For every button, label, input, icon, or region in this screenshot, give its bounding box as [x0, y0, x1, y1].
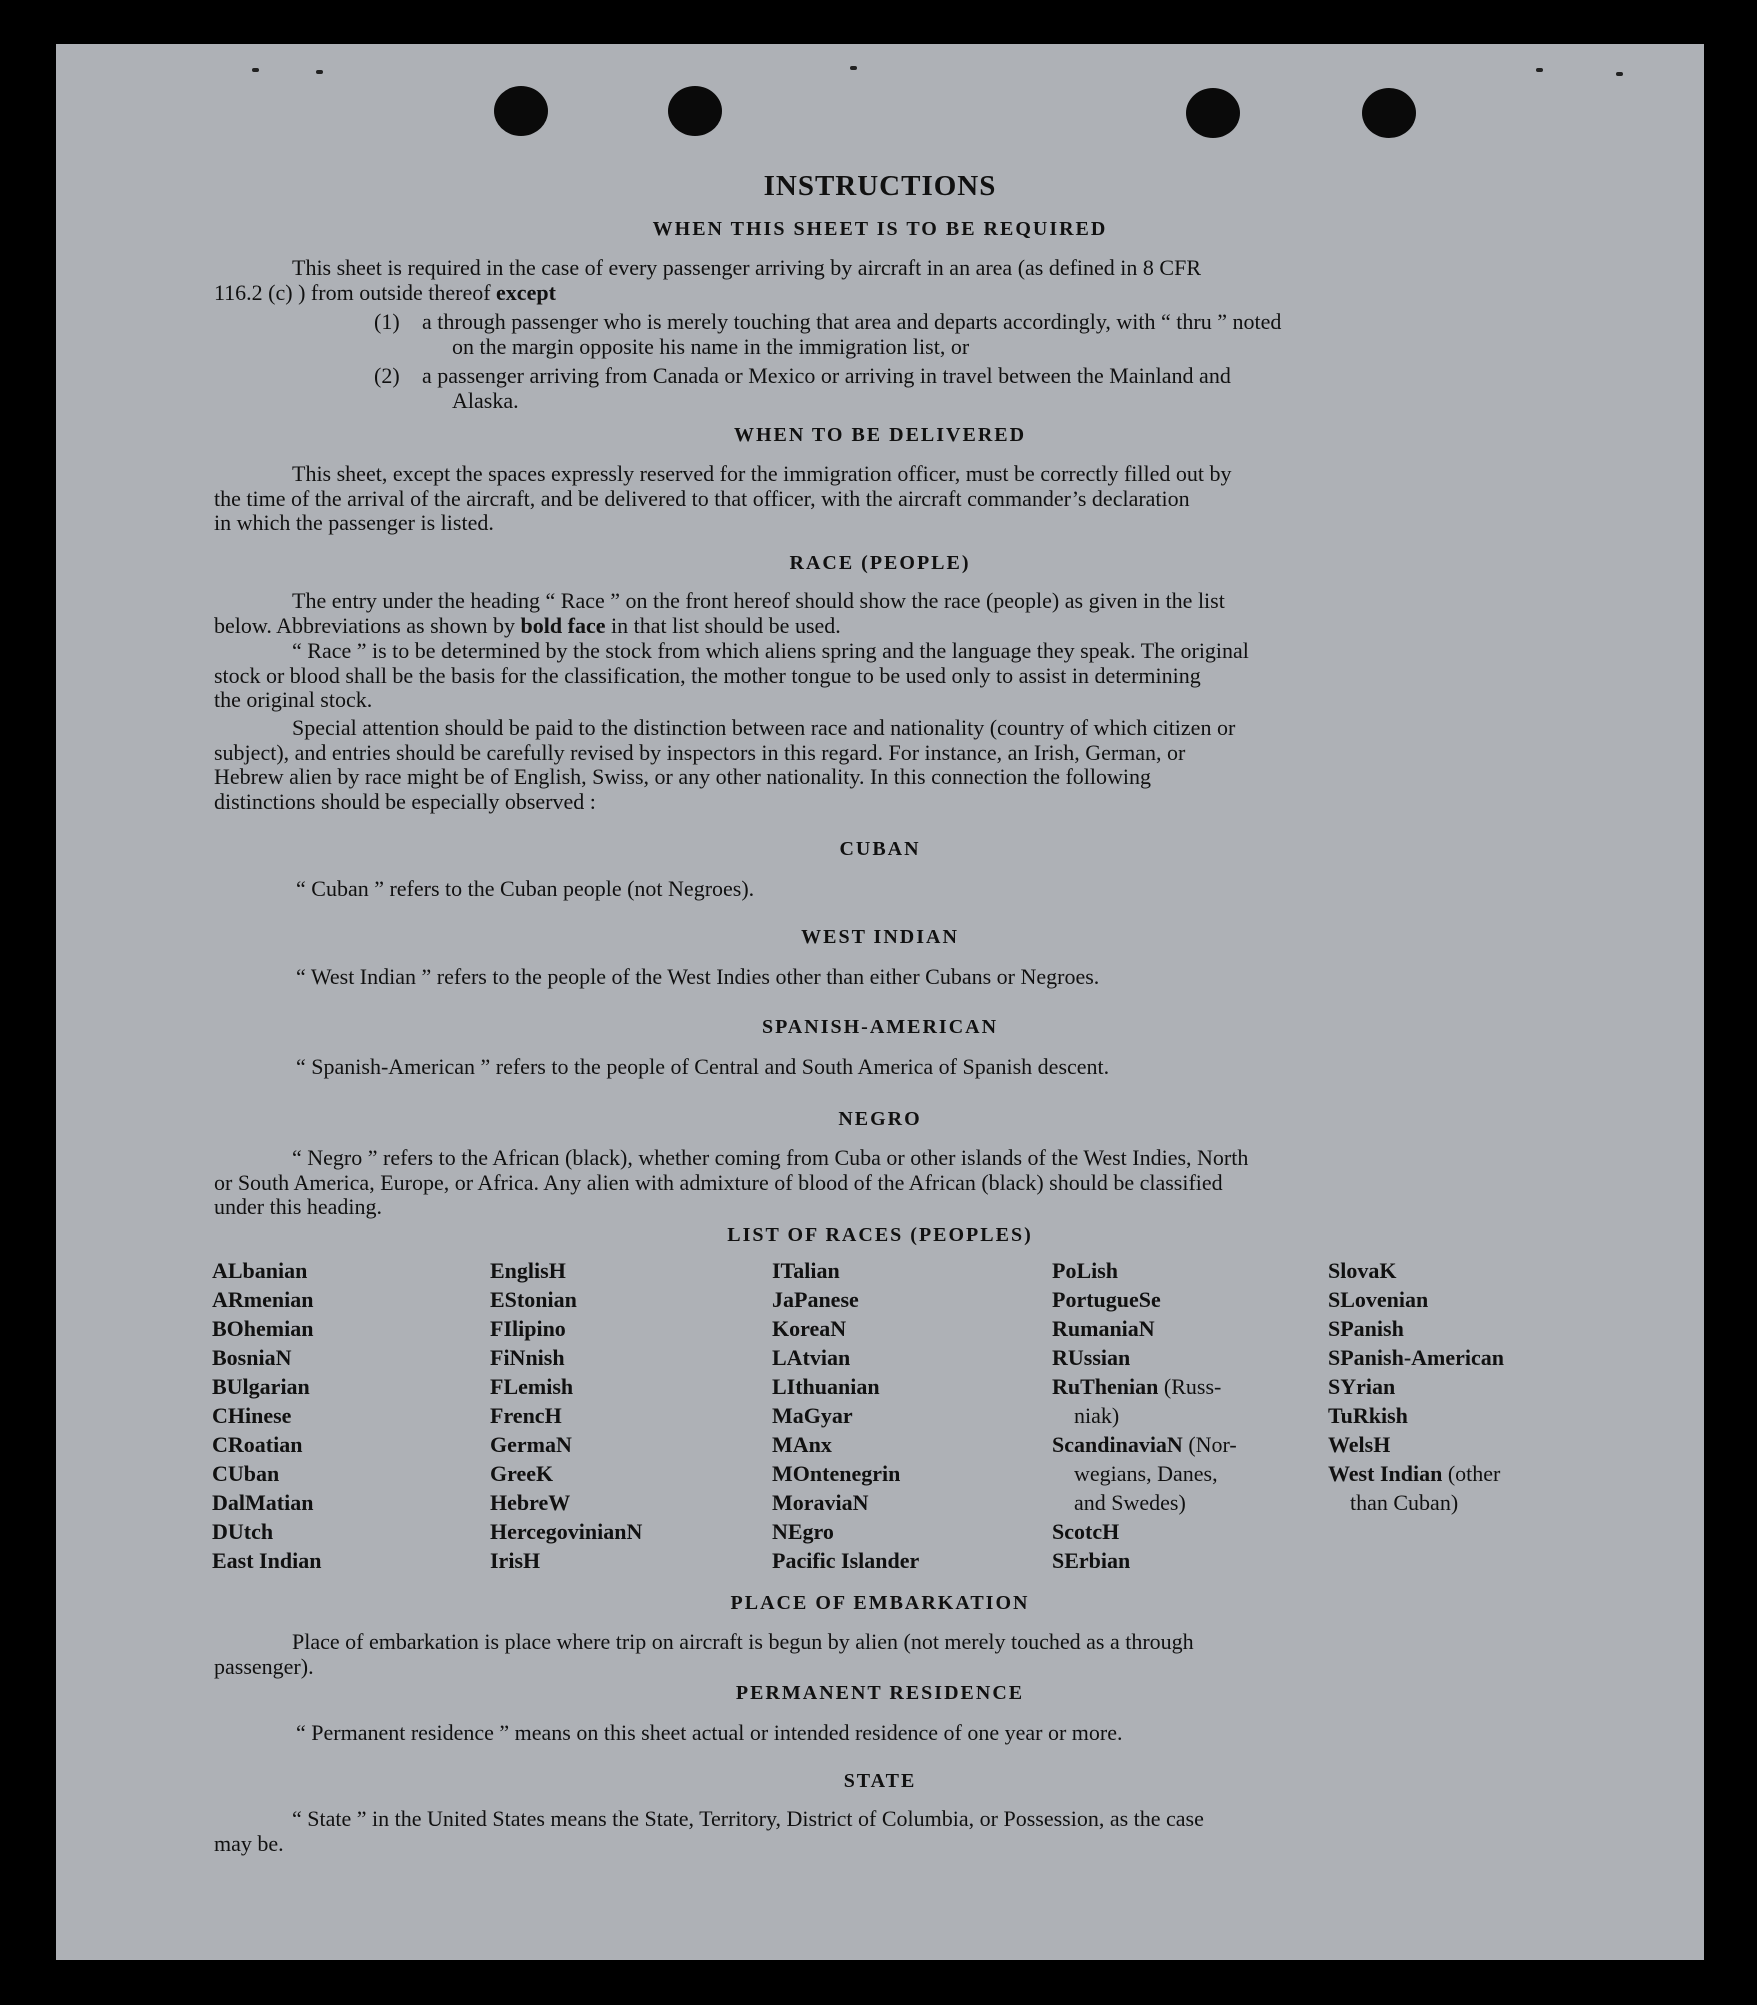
- race-entry: DUtch: [212, 1519, 274, 1544]
- race-entry: SPanish: [1328, 1316, 1404, 1341]
- punch-hole: [668, 86, 722, 136]
- race-entry: KoreaN: [772, 1316, 847, 1341]
- race-entry: FiNnish: [490, 1345, 565, 1370]
- race-entry: BosniaN: [212, 1345, 292, 1370]
- delivered-text: This sheet, except the spaces expressly reserved for the immigration officer, must be correctly filled out by the time of the arrival of the aircraft, and be delivered to that officer, with the aircraft commander’s declaration in which the passenger is listed.: [214, 461, 1232, 535]
- race-entry: HercegovinianN: [490, 1519, 643, 1544]
- races-column-2: [490, 1256, 642, 1575]
- race-entry: RumaniaN: [1052, 1316, 1155, 1341]
- race-entry: PoLish: [1052, 1258, 1119, 1283]
- section-heading-spanish-american: SPANISH-AMERICAN: [761, 1016, 999, 1038]
- exception-item-1: (1) a through passenger who is merely touching that area and departs accordingly, with “ thru ” noted on the margin opposite his name in the immigration list, or: [374, 309, 1282, 359]
- race-entry: GreeK: [490, 1461, 554, 1486]
- race-entry: East Indian: [212, 1548, 322, 1573]
- punch-hole: [494, 86, 548, 136]
- race-entry-continued: wegians, Danes,: [1074, 1461, 1218, 1486]
- section-heading-race: RACE (PEOPLE): [789, 552, 971, 574]
- section-heading-negro: NEGRO: [838, 1108, 922, 1130]
- ink-mark: [1616, 72, 1623, 76]
- embarkation-text: Place of embarkation is place where trip on aircraft is begun by alien (not merely touched as a through passenger).: [214, 1629, 1194, 1679]
- race-entry: IrisH: [490, 1548, 541, 1573]
- exception-item-2: (2) a passenger arriving from Canada or Mexico or arriving in travel between the Mainland and Alaska.: [374, 363, 1231, 413]
- race-entry: EnglisH: [490, 1258, 566, 1283]
- race-entry: EStonian: [490, 1287, 577, 1312]
- race-entry: TuRkish: [1328, 1403, 1408, 1428]
- race-entry: MaGyar: [772, 1403, 853, 1428]
- race-paragraph-1: The entry under the heading “ Race ” on the front hereof should show the race (people) as given in the list below. Abbreviations as shown by bold face in that list should be used.: [214, 588, 1225, 638]
- race-entry: WelsH: [1328, 1432, 1391, 1457]
- page-title: INSTRUCTIONS: [763, 170, 997, 202]
- races-column-4: [1052, 1256, 1237, 1575]
- ink-mark: [316, 70, 323, 74]
- residence-text: “ Permanent residence ” means on this sheet actual or intended residence of one year or more.: [296, 1720, 1123, 1745]
- west-indian-text: “ West Indian ” refers to the people of the West Indies other than either Cubans or Negroes.: [296, 964, 1100, 989]
- race-entry: MAnx: [772, 1432, 832, 1457]
- section-heading-embarkation: PLACE OF EMBARKATION: [730, 1592, 1030, 1614]
- races-column-1: [212, 1256, 321, 1575]
- ink-mark: [252, 68, 259, 72]
- section-heading-list-of-races: LIST OF RACES (PEOPLES): [727, 1224, 1033, 1246]
- section-heading-required: WHEN THIS SHEET IS TO BE REQUIRED: [652, 218, 1108, 240]
- races-column-3: [772, 1256, 919, 1575]
- race-entry-continued: than Cuban): [1350, 1490, 1459, 1515]
- race-entry: BOhemian: [212, 1316, 314, 1341]
- race-entry: CUban: [212, 1461, 280, 1486]
- state-text: “ State ” in the United States means the State, Territory, District of Columbia, or Possession, as the case may be.: [214, 1806, 1204, 1856]
- race-entry: FrencH: [490, 1403, 562, 1428]
- race-entry: MoraviaN: [772, 1490, 869, 1515]
- race-entry: LAtvian: [772, 1345, 851, 1370]
- race-entry: West Indian (other: [1328, 1461, 1501, 1486]
- race-entry: RuThenian (Russ-: [1052, 1374, 1222, 1399]
- section-heading-cuban: CUBAN: [839, 838, 921, 860]
- race-entry: CRoatian: [212, 1432, 303, 1457]
- section-heading-west-indian: WEST INDIAN: [801, 926, 959, 948]
- instruction-sheet: [56, 44, 1704, 1960]
- section-heading-residence: PERMANENT RESIDENCE: [735, 1682, 1025, 1704]
- race-paragraph-2: “ Race ” is to be determined by the stock from which aliens spring and the language they speak. The original stock or blood shall be the basis for the classification, the mother tongue to be used only to assist in determining the original stock.: [214, 638, 1249, 712]
- race-entry: ITalian: [772, 1258, 840, 1283]
- race-entry: SErbian: [1052, 1548, 1131, 1573]
- race-entry: LIthuanian: [772, 1374, 880, 1399]
- punch-hole: [1186, 88, 1240, 138]
- race-entry: SLovenian: [1328, 1287, 1429, 1312]
- race-entry: ALbanian: [212, 1258, 308, 1283]
- race-entry: ScotcH: [1052, 1519, 1120, 1544]
- race-entry: SlovaK: [1328, 1258, 1397, 1283]
- race-entry-continued: and Swedes): [1074, 1490, 1186, 1515]
- section-heading-delivered: WHEN TO BE DELIVERED: [733, 424, 1027, 446]
- cuban-text: “ Cuban ” refers to the Cuban people (not Negroes).: [296, 876, 755, 901]
- spanish-american-text: “ Spanish-American ” refers to the people of Central and South America of Spanish descent.: [296, 1054, 1110, 1079]
- race-entry: NEgro: [772, 1519, 834, 1544]
- race-entry: MOntenegrin: [772, 1461, 901, 1486]
- race-paragraph-3: Special attention should be paid to the distinction between race and nationality (country of which citizen or subject), and entries should be carefully revised by inspectors in this regard. For instance, an Irish, German, or Hebrew alien by race might be of English, Swiss, or any other nationality. In this connection the following distinctions should be especially observed :: [214, 715, 1236, 814]
- negro-text: “ Negro ” refers to the African (black), whether coming from Cuba or other islands of the West Indies, North or South America, Europe, or Africa. Any alien with admixture of blood of the African (black) should be classified under this heading.: [214, 1145, 1249, 1219]
- race-entry: SYrian: [1328, 1374, 1396, 1399]
- race-entry: Pacific Islander: [772, 1548, 920, 1573]
- race-entry: ARmenian: [212, 1287, 314, 1312]
- race-entry: FIlipino: [490, 1316, 566, 1341]
- punch-hole: [1362, 88, 1416, 138]
- race-entry: ScandinaviaN (Nor-: [1052, 1432, 1237, 1457]
- races-column-5: [1328, 1256, 1504, 1517]
- race-entry: GermaN: [490, 1432, 572, 1457]
- race-entry: JaPanese: [772, 1287, 859, 1312]
- race-entry: HebreW: [490, 1490, 571, 1515]
- race-entry: BUlgarian: [212, 1374, 310, 1399]
- required-intro: This sheet is required in the case of every passenger arriving by aircraft in an area (as defined in 8 CFR 116.2 (c) ) from outside thereof except: [214, 255, 1202, 305]
- ink-mark: [850, 66, 857, 70]
- race-entry-continued: niak): [1074, 1403, 1120, 1428]
- race-entry: RUssian: [1052, 1345, 1131, 1370]
- race-entry: FLemish: [490, 1374, 574, 1399]
- race-entry: PortugueSe: [1052, 1287, 1161, 1312]
- race-entry: DalMatian: [212, 1490, 314, 1515]
- section-heading-state: STATE: [843, 1770, 917, 1792]
- race-entry: SPanish-American: [1328, 1345, 1504, 1370]
- ink-mark: [1536, 68, 1543, 72]
- race-entry: CHinese: [212, 1403, 292, 1428]
